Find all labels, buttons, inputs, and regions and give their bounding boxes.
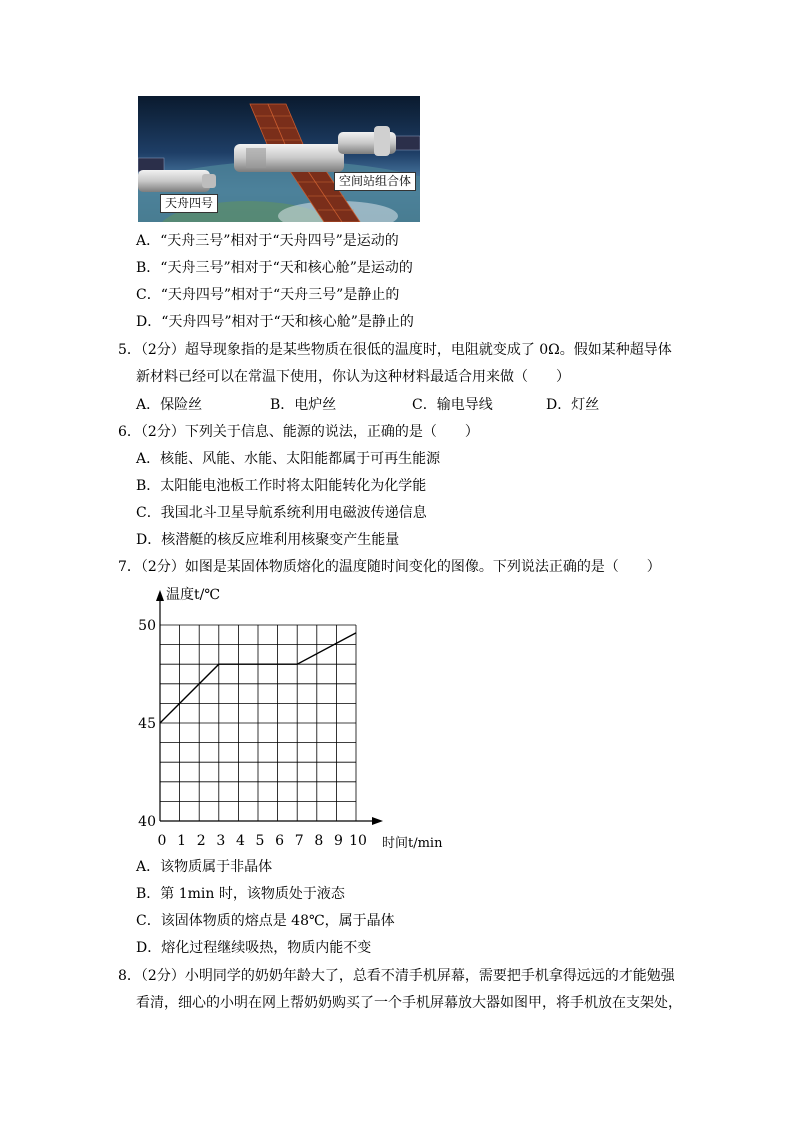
q5-option-d: D．灯丝: [546, 397, 600, 413]
x-tick-label: 8: [314, 833, 324, 849]
q7-option-b: B．第 1min 时，该物质处于液态: [136, 886, 345, 902]
q7-option-c: C．该固体物质的熔点是 48℃，属于晶体: [136, 913, 395, 929]
q8-stem-line1: 8．（2分）小明同学的奶奶年龄大了，总看不清手机屏幕，需要把手机拿得远远的才能勉强: [118, 968, 675, 984]
chart-tick-labels: [138, 586, 443, 851]
q6-option-b: B．太阳能电池板工作时将太阳能转化为化学能: [136, 478, 427, 494]
chart-grid: [160, 625, 356, 821]
x-tick-label: 10: [349, 833, 367, 849]
q5-stem-line1: 5．（2分）超导现象指的是某些物质在很低的温度时，电阻就变成了 0Ω。假如某种超导体: [118, 342, 672, 358]
x-tick-label: 6: [275, 833, 285, 849]
q7-stem: 7．（2分）如图是某固体物质熔化的温度随时间变化的图像。下列说法正确的是（ ）: [118, 559, 661, 575]
q5-option-c: C．输电导线: [412, 397, 493, 413]
q6-option-a: A．核能、风能、水能、太阳能都属于可再生能源: [136, 451, 441, 467]
q4-option-b: B．“天舟三号”相对于“天和核心舱”是运动的: [136, 260, 413, 276]
ship-label: 天舟四号: [160, 194, 218, 213]
q6-option-c: C．我国北斗卫星导航系统利用电磁波传递信息: [136, 505, 427, 521]
melting-chart: [130, 585, 460, 855]
y-tick-label: 40: [138, 814, 156, 830]
space-station-photo: [138, 96, 420, 222]
x-tick-label: 2: [196, 833, 206, 849]
y-axis-arrow: [156, 590, 164, 601]
q4-option-d: D．“天舟四号”相对于“天和核心舱”是静止的: [136, 314, 414, 330]
y-tick-label: 45: [138, 716, 156, 732]
q8-stem-line2: 看清，细心的小明在网上帮奶奶购买了一个手机屏幕放大器如图甲，将手机放在支架处，: [136, 995, 682, 1011]
x-tick-label: 7: [294, 833, 304, 849]
x-tick-label: 3: [216, 833, 226, 849]
q7-option-a: A．该物质属于非晶体: [136, 859, 273, 875]
q4-option-c: C．“天舟四号”相对于“天舟三号”是静止的: [136, 287, 400, 303]
q5-stem-line2: 新材料已经可以在常温下使用，你认为这种材料最适合用来做（ ）: [136, 369, 570, 385]
x-axis-arrow: [372, 817, 383, 825]
q4-option-a: A．“天舟三号”相对于“天舟四号”是运动的: [136, 233, 399, 249]
x-tick-label: 0: [157, 833, 167, 849]
x-tick-label: 5: [255, 833, 265, 849]
x-tick-label: 9: [333, 833, 343, 849]
q6-option-d: D．核潜艇的核反应堆利用核聚变产生能量: [136, 532, 400, 548]
q6-stem: 6．（2分）下列关于信息、能源的说法，正确的是（ ）: [118, 424, 479, 440]
q5-option-a: A．保险丝: [136, 397, 203, 413]
x-tick-label: 1: [177, 833, 187, 849]
x-axis-label: 时间t/min: [382, 836, 443, 851]
y-axis-label: 温度t/℃: [166, 587, 221, 603]
y-tick-label: 50: [138, 618, 156, 634]
q7-option-d: D．熔化过程继续吸热，物质内能不变: [136, 940, 372, 956]
x-tick-label: 4: [235, 833, 245, 849]
station-label: 空间站组合体: [334, 172, 416, 191]
q5-option-b: B．电炉丝: [270, 397, 337, 413]
